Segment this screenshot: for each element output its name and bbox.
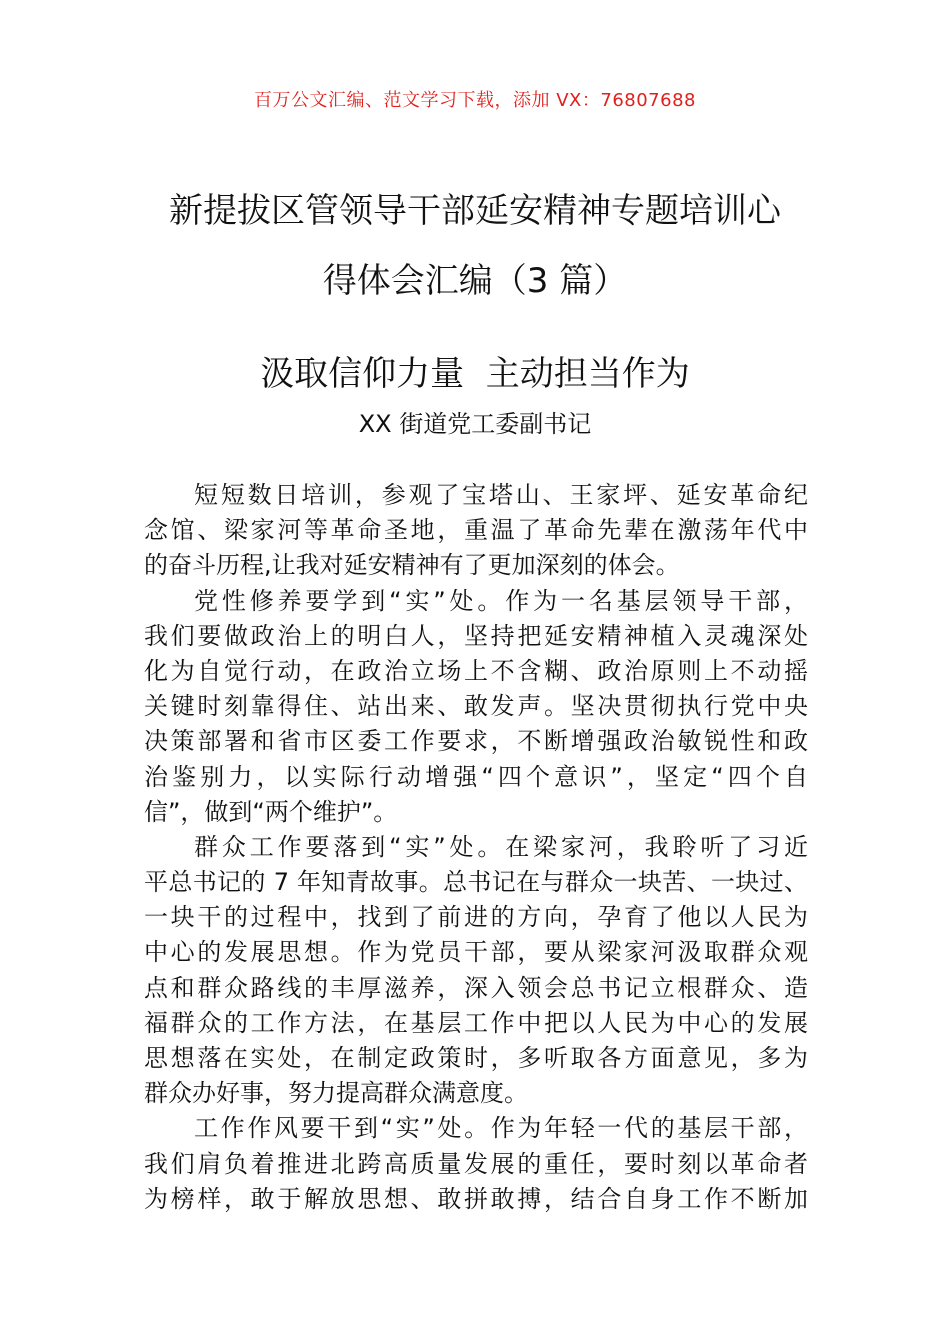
paragraph: [144, 830, 808, 1112]
section-title: 汲取信仰力量 主动担当作为: [260, 354, 690, 394]
paragraph-line: 党性修养要学到“实”处。作为一名基层领导干部，: [194, 586, 808, 615]
paragraph-line: 中心的发展思想。作为党员干部，要从梁家河汲取群众观: [144, 938, 808, 967]
paragraph-line: 的奋斗历程,让我对延安精神有了更加深刻的体会。: [144, 551, 680, 580]
header-note: 百万公文汇编、范文学习下载，添加 VX：76807688: [254, 90, 696, 111]
author-line: XX 街道党工委副书记: [358, 410, 592, 438]
paragraph-line: 福群众的工作方法，在基层工作中把以人民为中心的发展: [144, 1008, 808, 1037]
document-title-line-1: 新提拔区管领导干部延安精神专题培训心: [169, 191, 781, 231]
paragraph-line: 群众工作要落到“实”处。在梁家河，我聆听了习近: [194, 832, 808, 861]
paragraph: [144, 584, 808, 830]
paragraph-line: 短短数日培训，参观了宝塔山、王家坪、延安革命纪: [194, 481, 808, 509]
paragraph-line: 群众办好事，努力提高群众满意度。: [144, 1079, 528, 1108]
paragraph-line: 念馆、梁家河等革命圣地，重温了革命先辈在激荡年代中: [144, 516, 808, 545]
paragraph-line: 我们要做政治上的明白人，坚持把延安精神植入灵魂深处: [144, 621, 808, 650]
paragraph: [144, 1111, 808, 1217]
paragraph-line: 平总书记的 7 年知青故事。总书记在与群众一块苦、一块过、: [144, 868, 808, 897]
paragraph-line: 为榜样，敢于解放思想、敢拼敢搏，结合自身工作不断加: [144, 1184, 808, 1213]
document-title: [120, 176, 830, 316]
paragraph-line: 思想落在实处，在制定政策时，多听取各方面意见，多为: [144, 1044, 808, 1072]
body-text: [144, 478, 808, 1217]
paragraph-line: 关键时刻靠得住、站出来、敢发声。坚决贯彻执行党中央: [144, 692, 808, 721]
paragraph-line: 信”，做到“两个维护”。: [144, 797, 398, 826]
paragraph-line: 点和群众路线的丰厚滋养，深入领会总书记立根群众、造: [144, 973, 808, 1002]
paragraph-line: 化为自觉行动，在政治立场上不含糊、政治原则上不动摇: [144, 656, 808, 685]
paragraph-line: 我们肩负着推进北跨高质量发展的重任，要时刻以革命者: [144, 1149, 808, 1178]
paragraph-line: 一块干的过程中，找到了前进的方向，孕育了他以人民为: [144, 903, 808, 932]
paragraph-line: 工作作风要干到“实”处。作为年轻一代的基层干部，: [194, 1114, 808, 1143]
document-title-line-2: 得体会汇编（3 篇）: [322, 261, 628, 301]
paragraph-line: 治鉴别力，以实际行动增强“四个意识”，坚定“四个自: [144, 762, 808, 791]
paragraph: [144, 478, 808, 584]
paragraph-line: 决策部署和省市区委工作要求，不断增强政治敏锐性和政: [144, 727, 808, 756]
